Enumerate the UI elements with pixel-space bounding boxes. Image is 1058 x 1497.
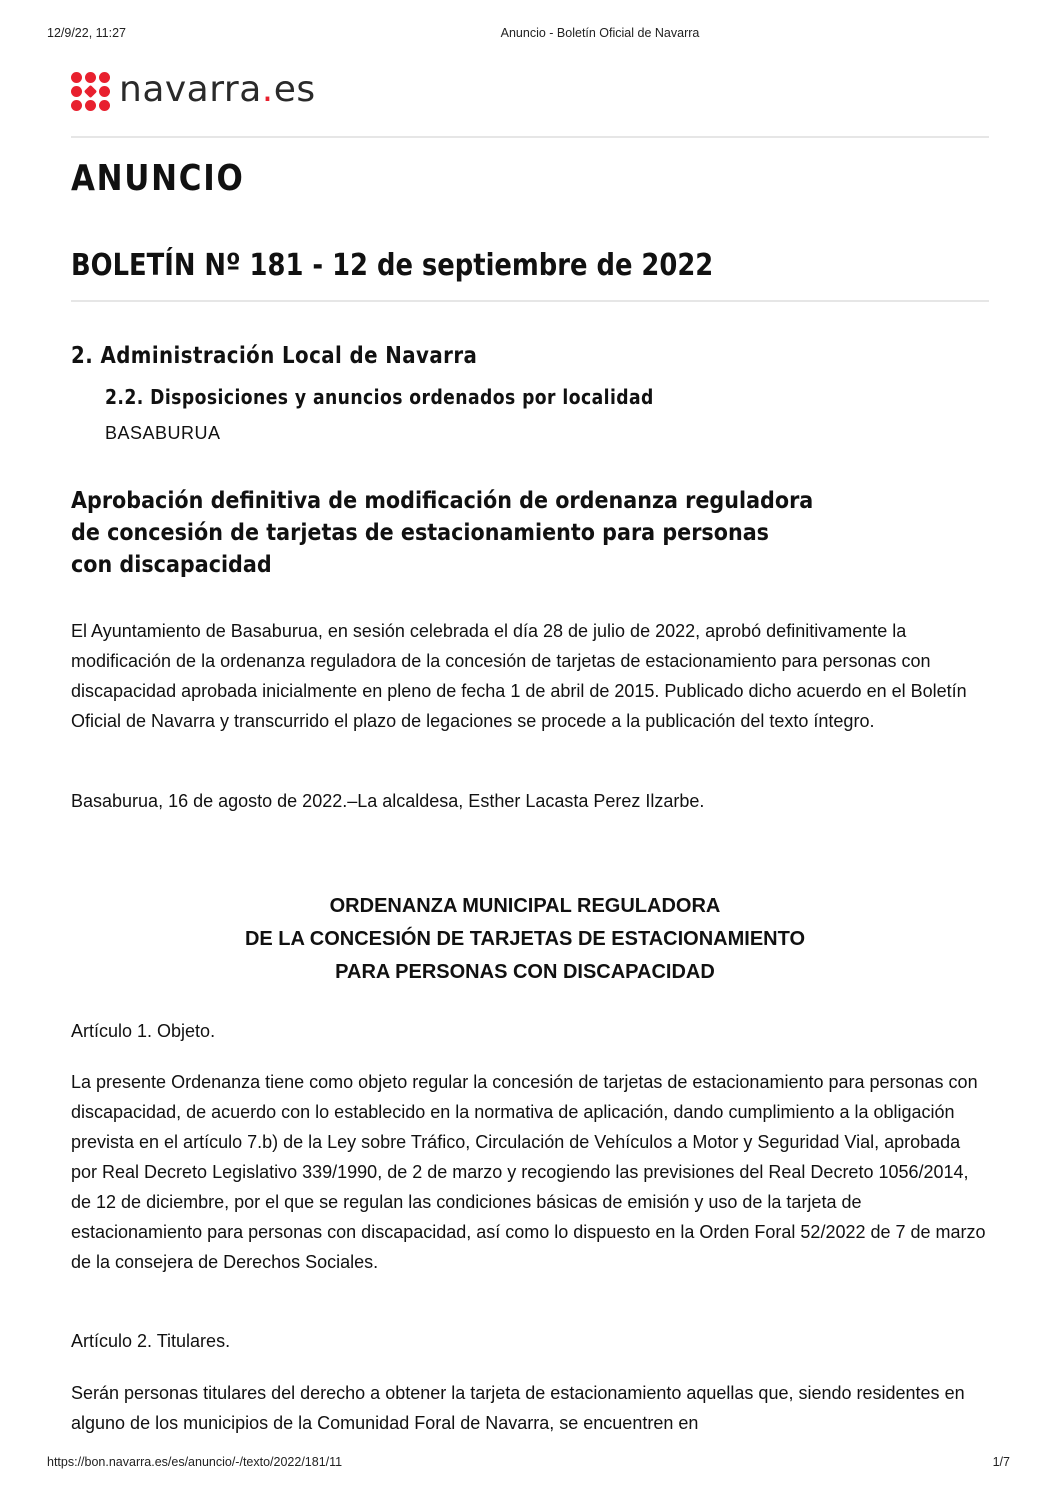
logo-dot: [71, 100, 82, 111]
logo-dot: [99, 72, 110, 83]
article-heading: Artículo 1. Objeto.: [71, 1021, 216, 1041]
page-number: 1/7: [992, 1455, 1010, 1469]
section-heading: 2. Administración Local de Navarra: [71, 343, 478, 369]
print-page-title: Anuncio - Boletín Oficial de Navarra: [500, 26, 700, 40]
locality-label: BASABURUA: [105, 423, 221, 443]
logo-dot: [85, 72, 96, 83]
bulletin-divider: [71, 300, 989, 302]
logo-dot-center: [84, 85, 97, 98]
announcement-signature: Basaburua, 16 de agosto de 2022.–La alcaldesa, Esther Lacasta Perez Ilzarbe.: [71, 791, 705, 811]
article-text: La presente Ordenanza tiene como objeto regular la concesión de tarjetas de estacionamiento para personas con discapacidad, de acuerdo con lo establecido en la normativa de aplicación, dando cumplimiento a la obligación prevista en el artículo 7.b) de la Ley sobre Tráfico, Circulación de Vehículos a Motor y Seguridad Vial, aprobada por Real Decreto Legislativo 339/1990, de 2 de marzo y recogiendo las previsiones del Real Decreto 1056/2014, de 12 de diciembre, por el que se regulan las condiciones básicas de emisión y uso de la tarjeta de estacionamiento para personas con discapacidad, así como lo dispuesto en la Orden Foral 52/2022 de 7 de marzo de la consejera de Derechos Sociales.: [71, 1072, 986, 1272]
document-type-heading: ANUNCIO: [71, 158, 245, 199]
logo-text-main: navarra: [119, 68, 262, 110]
ordinance-title-line: PARA PERSONAS CON DISCAPACIDAD: [335, 961, 715, 983]
announcement-title: [71, 485, 813, 581]
announcement-title-line: Aprobación definitiva de modificación de ordenanza reguladora: [71, 488, 814, 514]
announcement-title-line: de concesión de tarjetas de estacionamiento para personas: [71, 520, 769, 546]
logo-text-tld: es: [273, 68, 316, 110]
logo-text-dot: .: [261, 68, 274, 110]
print-datetime: 12/9/22, 11:27: [47, 26, 127, 40]
navarra-logo[interactable]: [71, 68, 316, 111]
navarra-dots-logo-icon: [71, 72, 110, 111]
article-text: Serán personas titulares del derecho a obtener la tarjeta de estacionamiento aquellas que, siendo residentes en alguno de los municipios de la Comunidad Foral de Navarra, se encuentren en: [71, 1383, 965, 1433]
ordinance-title-line: ORDENANZA MUNICIPAL REGULADORA: [329, 895, 721, 917]
subsection-heading: 2.2. Disposiciones y anuncios ordenados por localidad: [105, 385, 654, 409]
logo-dot: [99, 86, 110, 97]
announcement-intro: El Ayuntamiento de Basaburua, en sesión celebrada el día 28 de julio de 2022, aprobó definitivamente la modificación de la ordenanza reguladora de la concesión de tarjetas de estacionamiento para personas con discapacidad aprobada inicialmente en pleno de fecha 1 de abril de 2015. Publicado dicho acuerdo en el Boletín Oficial de Navarra y transcurrido el plazo de legaciones se procede a la publicación del texto íntegro.: [71, 621, 967, 731]
logo-dot: [99, 100, 110, 111]
header-divider: [71, 136, 989, 138]
bulletin-heading: BOLETÍN Nº 181 - 12 de septiembre de 2022: [71, 248, 714, 283]
logo-dot: [71, 72, 82, 83]
ordinance-title-line: DE LA CONCESIÓN DE TARJETAS DE ESTACIONAMIENTO: [244, 928, 806, 950]
ordinance-title: [0, 890, 1058, 989]
logo-dot: [71, 86, 82, 97]
logo-dot: [85, 100, 96, 111]
print-url[interactable]: https://bon.navarra.es/es/anuncio/-/texto/2022/181/11: [47, 1455, 343, 1469]
logo-wordmark: [119, 68, 316, 110]
announcement-title-line: con discapacidad: [71, 552, 272, 578]
article-heading: Artículo 2. Titulares.: [71, 1331, 231, 1351]
